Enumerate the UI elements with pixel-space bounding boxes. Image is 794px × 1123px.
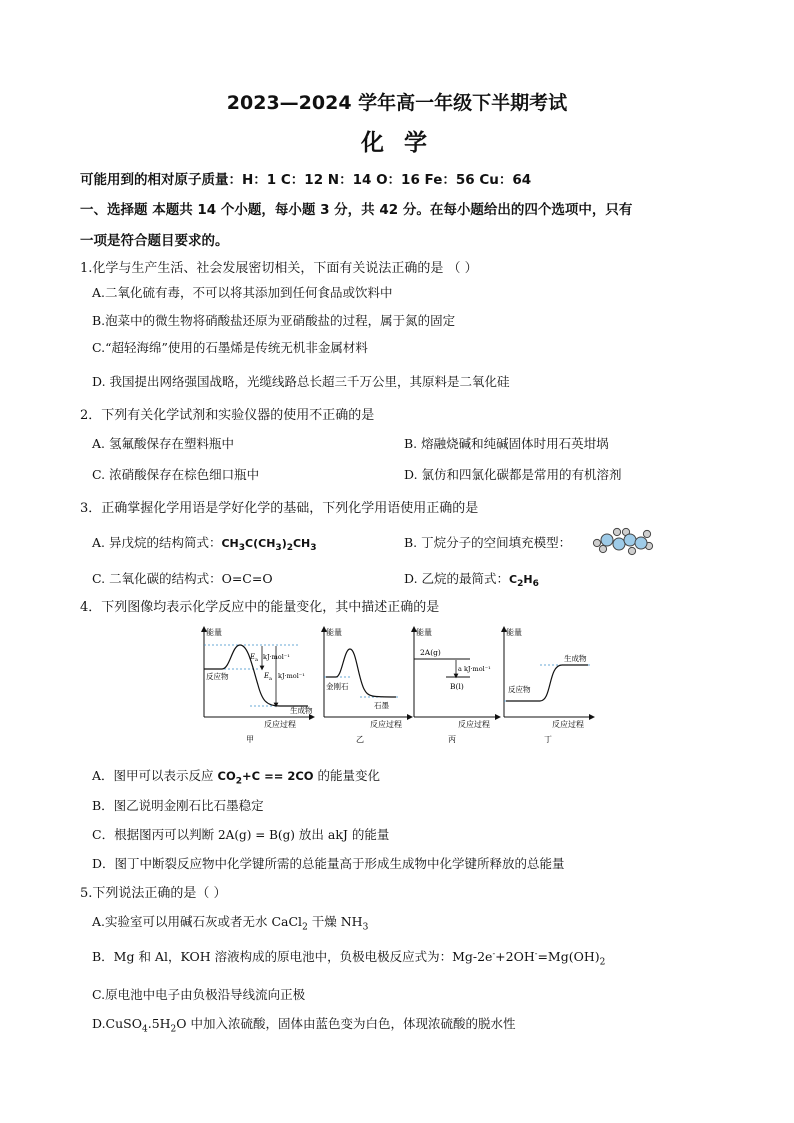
q3-option-b: B. 丁烷分子的空间填充模型： — [404, 535, 572, 550]
formula-sup: - — [534, 948, 538, 958]
formula-part: C(CH — [245, 537, 276, 550]
q4-option-a — [92, 766, 380, 786]
formula-part: +C == 2CO — [242, 769, 314, 783]
jia-ea1-sub: a — [255, 657, 258, 663]
formula-sub: 2 — [599, 957, 606, 968]
q3-option-d-text: D. 乙烷的最简式： — [404, 571, 510, 586]
formula-sub: 3 — [310, 543, 317, 554]
chart-jia — [204, 627, 313, 744]
q2-option-a: A. 氢氟酸保存在塑料瓶中 — [92, 436, 234, 451]
q3-option-a-text: A. 异戊烷的结构简式： — [92, 535, 222, 550]
q2-stem: 2．下列有关化学试剂和实验仪器的使用不正确的是 — [80, 408, 375, 423]
formula-sub: 2 — [286, 543, 293, 554]
q5-a-part: A.实验室可以用碱石灰或者无水 CaCl — [92, 914, 303, 929]
formula-sub: 2 — [302, 922, 308, 933]
q5-b-part: +2OH — [495, 949, 535, 964]
axis-y-label: 能量 — [506, 628, 522, 637]
formula-sub: 3 — [275, 543, 282, 554]
q5-d-part: O 中加入浓硫酸，固体由蓝色变为白色，体现浓硫酸的脱水性 — [176, 1016, 516, 1031]
jia-ea2-symbol: E — [264, 672, 270, 680]
axis-x-label: 反应过程 — [552, 720, 584, 729]
formula-part: H — [523, 573, 533, 586]
q4-option-a-text-end: 的能量变化 — [313, 768, 381, 783]
ding-caption: 丁 — [544, 735, 552, 744]
q5-option-d — [92, 1014, 516, 1035]
axis-y-label: 能量 — [416, 628, 432, 637]
bing-reactant-label: 2A(g) — [420, 648, 441, 657]
section1-heading: 一、选择题 本题共 14 个小题，每小题 3 分，共 42 分。在每小题给出的四个选项中，只有 — [80, 202, 633, 218]
chart-ding — [504, 627, 592, 744]
formula-sub: 2 — [517, 579, 524, 590]
q3-option-d — [404, 569, 539, 589]
q5-option-b — [92, 947, 605, 968]
bing-caption: 丙 — [448, 735, 456, 744]
q2-option-b: B. 熔融烧碱和纯碱固体时用石英坩埚 — [404, 436, 609, 451]
q1-option-b: B.泡菜中的微生物将硝酸盐还原为亚硝酸盐的过程，属于氮的固定 — [92, 313, 456, 328]
formula-sub: 3 — [362, 922, 369, 933]
q5-stem: 5.下列说法正确的是（ ） — [80, 886, 227, 901]
formula-part: CO — [217, 769, 236, 783]
jia-caption: 甲 — [246, 735, 254, 744]
jia-reactant-label: 反应物 — [206, 672, 229, 681]
yi-reactant-label: 金刚石 — [326, 682, 349, 691]
subject-title: 化 学 — [360, 130, 433, 156]
formula-part: C — [509, 573, 518, 586]
q4-stem: 4．下列图像均表示化学反应中的能量变化，其中描述正确的是 — [80, 600, 440, 615]
section1-heading-cont: 一项是符合题目要求的。 — [80, 233, 229, 249]
yi-product-label: 石墨 — [374, 701, 389, 710]
q4-option-b: B．图乙说明金刚石比石墨稳定 — [92, 798, 264, 813]
axis-y-label: 能量 — [206, 628, 222, 637]
q4-option-c-equation: 2A(g) = B(g) — [218, 828, 295, 842]
q2-option-c: C. 浓硝酸保存在棕色细口瓶中 — [92, 467, 260, 482]
ding-reactant-label: 反应物 — [508, 685, 531, 694]
bing-delta-label: a kJ·mol⁻¹ — [458, 665, 491, 673]
butane-space-filling-model-icon — [592, 526, 654, 556]
q1-option-c: C.“超轻海绵”使用的石墨烯是传统无机非金属材料 — [92, 340, 368, 355]
bing-product-label: B(l) — [450, 682, 464, 691]
q4-option-c-text-end: 放出 akJ 的能量 — [294, 827, 390, 842]
q1-stem: 1.化学与生产生活、社会发展密切相关，下面有关说法正确的是 （ ） — [80, 261, 478, 276]
q1-option-a: A.二氧化硫有毒，不可以将其添加到任何食品或饮料中 — [92, 285, 393, 300]
jia-ea2-unit: kJ·mol⁻¹ — [278, 672, 305, 680]
q5-a-part: 干燥 NH — [307, 914, 363, 929]
q2-option-d: D. 氯仿和四氯化碳都是常用的有机溶剂 — [404, 467, 622, 482]
formula-sub: 2 — [235, 776, 242, 787]
q5-b-part: =Mg(OH) — [537, 949, 600, 964]
q4-option-c-text: C．根据图丙可以判断 — [92, 827, 219, 842]
formula-part: CH — [221, 537, 239, 550]
chart-bing — [414, 627, 498, 744]
formula-part: CH — [292, 537, 311, 550]
q5-b-part: B．Mg 和 Al，KOH 溶液构成的原电池中，负极电极反应式为：Mg-2e — [92, 949, 493, 964]
axis-x-label: 反应过程 — [370, 720, 402, 729]
exam-title: 2023—2024 学年高一年级下半期考试 — [226, 92, 568, 114]
q3-option-a — [92, 533, 317, 553]
axis-x-label: 反应过程 — [264, 720, 296, 729]
chart-yi — [324, 627, 410, 744]
q5-d-part: .5H — [147, 1016, 171, 1031]
q5-d-part: D.CuSO — [92, 1016, 142, 1031]
formula-sup: - — [492, 948, 496, 958]
atomic-masses: 可能用到的相对原子质量：H：1 C：12 N：14 O：16 Fe：56 Cu：64 — [80, 172, 532, 188]
jia-ea2-sub: a — [269, 676, 272, 682]
q1-option-d: D. 我国提出网络强国战略，光缆线路总长超三千万公里，其原料是二氧化硅 — [92, 374, 510, 389]
q5-option-c: C.原电池中电子由负极沿导线流向正极 — [92, 987, 306, 1002]
q4-option-c — [92, 825, 389, 843]
energy-diagrams — [200, 625, 600, 750]
q4-option-a-text: A．图甲可以表示反应 — [92, 768, 218, 783]
formula-sub: 2 — [170, 1024, 177, 1035]
axis-x-label: 反应过程 — [458, 720, 490, 729]
jia-ea1-unit: kJ·mol⁻¹ — [263, 653, 290, 661]
axis-y-label: 能量 — [326, 628, 342, 637]
q4-option-d: D．图丁中断裂反应物中化学键所需的总能量高于形成生成物中化学键所释放的总能量 — [92, 856, 565, 871]
formula-sub: 6 — [532, 579, 539, 590]
formula-sub: 3 — [238, 543, 246, 554]
formula-part: ) — [281, 537, 287, 550]
q3-option-c: C. 二氧化碳的结构式：O=C=O — [92, 571, 273, 586]
formula-sub: 4 — [141, 1024, 148, 1035]
ding-product-label: 生成物 — [564, 654, 587, 663]
q5-option-a — [92, 912, 368, 933]
q3-stem: 3．正确掌握化学用语是学好化学的基础，下列化学用语使用正确的是 — [80, 501, 479, 516]
yi-caption: 乙 — [356, 735, 364, 744]
jia-product-label: 生成物 — [290, 706, 313, 715]
jia-ea1-symbol: E — [250, 653, 256, 661]
